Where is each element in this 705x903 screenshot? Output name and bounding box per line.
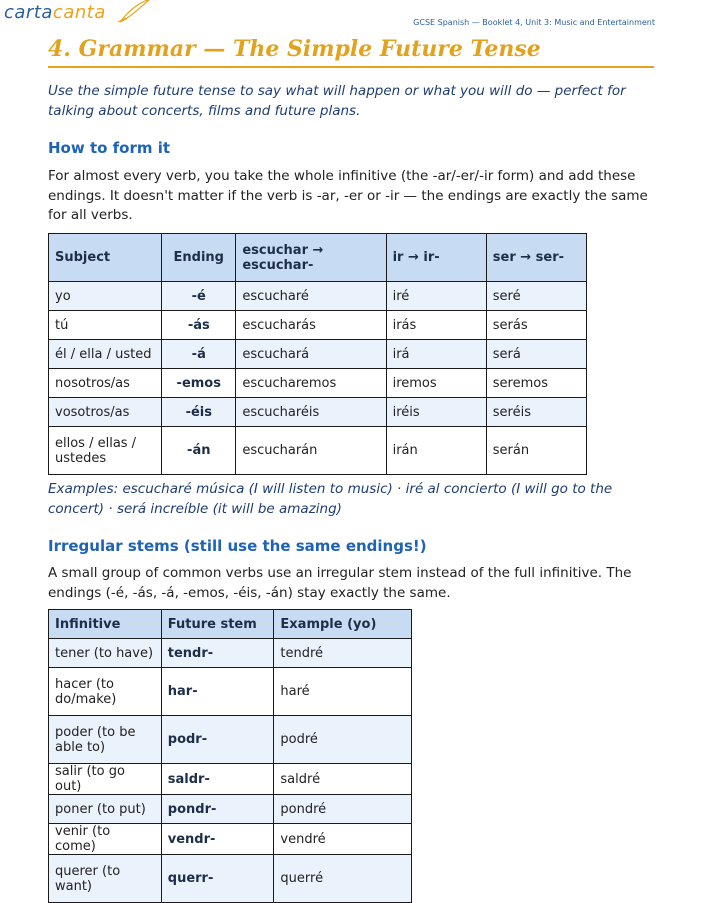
table-cell: escuchará: [236, 340, 386, 369]
table-cell: saldré: [274, 764, 412, 795]
column-header: Ending: [162, 234, 236, 282]
table-cell: escucharemos: [236, 369, 386, 398]
table-cell: vosotros/as: [49, 398, 162, 427]
table-cell: -emos: [162, 369, 236, 398]
table-cell: iréis: [386, 398, 486, 427]
table-cell: poner (to put): [49, 795, 162, 824]
table-row: [49, 427, 587, 475]
table-cell: será: [486, 340, 586, 369]
logo-text-part2: canta: [52, 2, 106, 23]
table-row: [49, 824, 412, 855]
table-row: [49, 668, 412, 716]
table-cell: seréis: [486, 398, 586, 427]
table-cell: pondré: [274, 795, 412, 824]
table-cell: yo: [49, 282, 162, 311]
table-row: [49, 398, 587, 427]
table-row: [49, 340, 587, 369]
column-header: Subject: [49, 234, 162, 282]
table-cell: iré: [386, 282, 486, 311]
examples-text: Examples: escucharé música (I will listen to music) · iré al concierto (I will go to the concert) · será increíble (it will be amazing): [48, 481, 613, 517]
table-cell: escucharéis: [236, 398, 386, 427]
table-row: [49, 855, 412, 903]
table-header-row: [49, 234, 587, 282]
table-cell: querr-: [161, 855, 274, 903]
table-cell: -é: [162, 282, 236, 311]
table-cell: podr-: [161, 716, 274, 764]
table-header-row: [49, 610, 412, 639]
column-header: ser → ser-: [486, 234, 586, 282]
endings-table: [48, 233, 587, 475]
page-title: 4. Grammar — The Simple Future Tense: [48, 36, 654, 68]
table-cell: seré: [486, 282, 586, 311]
table-cell: escucharás: [236, 311, 386, 340]
table-cell: seremos: [486, 369, 586, 398]
table-cell: tendr-: [161, 639, 274, 668]
table-row: [49, 764, 412, 795]
intro-text: Use the simple future tense to say what will happen or what you will do — perfect for talking about concerts, films and future plans.: [48, 83, 626, 119]
table-cell: escucharé: [236, 282, 386, 311]
table-cell: -éis: [162, 398, 236, 427]
table-row: [49, 369, 587, 398]
table-row: [49, 716, 412, 764]
table-cell: hacer (to do/make): [49, 668, 162, 716]
table-row: [49, 795, 412, 824]
column-header: Infinitive: [49, 610, 162, 639]
table-cell: -án: [162, 427, 236, 475]
column-header: escuchar → escuchar-: [236, 234, 386, 282]
table-cell: -ás: [162, 311, 236, 340]
table-cell: nosotros/as: [49, 369, 162, 398]
column-header: Future stem: [161, 610, 274, 639]
table-cell: salir (to go out): [49, 764, 162, 795]
table-cell: irán: [386, 427, 486, 475]
table-cell: irá: [386, 340, 486, 369]
table-cell: él / ella / usted: [49, 340, 162, 369]
section-body-form: For almost every verb, you take the whole infinitive (the -ar/-er/-ir form) and add these endings. It doesn't matter if the verb is -ar, -er or -ir — the endings are exactly the same for all verbs.: [48, 168, 648, 223]
table-cell: iremos: [386, 369, 486, 398]
table-cell: serás: [486, 311, 586, 340]
table-cell: tendré: [274, 639, 412, 668]
logo: [4, 2, 106, 23]
table-cell: tener (to have): [49, 639, 162, 668]
table-row: [49, 311, 587, 340]
logo-text-part1: carta: [4, 2, 53, 23]
table-cell: querré: [274, 855, 412, 903]
table-cell: har-: [161, 668, 274, 716]
table-cell: saldr-: [161, 764, 274, 795]
table-cell: haré: [274, 668, 412, 716]
table-cell: tú: [49, 311, 162, 340]
table-cell: vendr-: [161, 824, 274, 855]
table-cell: irás: [386, 311, 486, 340]
section-heading-irregular: Irregular stems (still use the same endings!): [48, 537, 427, 555]
irregular-stems-table: [48, 609, 412, 903]
quill-icon: [116, 0, 152, 24]
table-cell: venir (to come): [49, 824, 162, 855]
column-header: Example (yo): [274, 610, 412, 639]
table-cell: pondr-: [161, 795, 274, 824]
column-header: ir → ir-: [386, 234, 486, 282]
section-body-irregular: A small group of common verbs use an irregular stem instead of the full infinitive. The endings (-é, -ás, -á, -emos, -éis, -án) stay exactly the same.: [48, 565, 632, 601]
table-row: [49, 282, 587, 311]
section-heading-form: How to form it: [48, 139, 171, 157]
table-cell: serán: [486, 427, 586, 475]
table-cell: podré: [274, 716, 412, 764]
table-cell: ellos / ellas / ustedes: [49, 427, 162, 475]
table-cell: escucharán: [236, 427, 386, 475]
table-cell: -á: [162, 340, 236, 369]
table-row: [49, 639, 412, 668]
table-cell: vendré: [274, 824, 412, 855]
table-cell: querer (to want): [49, 855, 162, 903]
table-cell: poder (to be able to): [49, 716, 162, 764]
running-head: GCSE Spanish — Booklet 4, Unit 3: Music and Entertainment: [413, 18, 655, 27]
